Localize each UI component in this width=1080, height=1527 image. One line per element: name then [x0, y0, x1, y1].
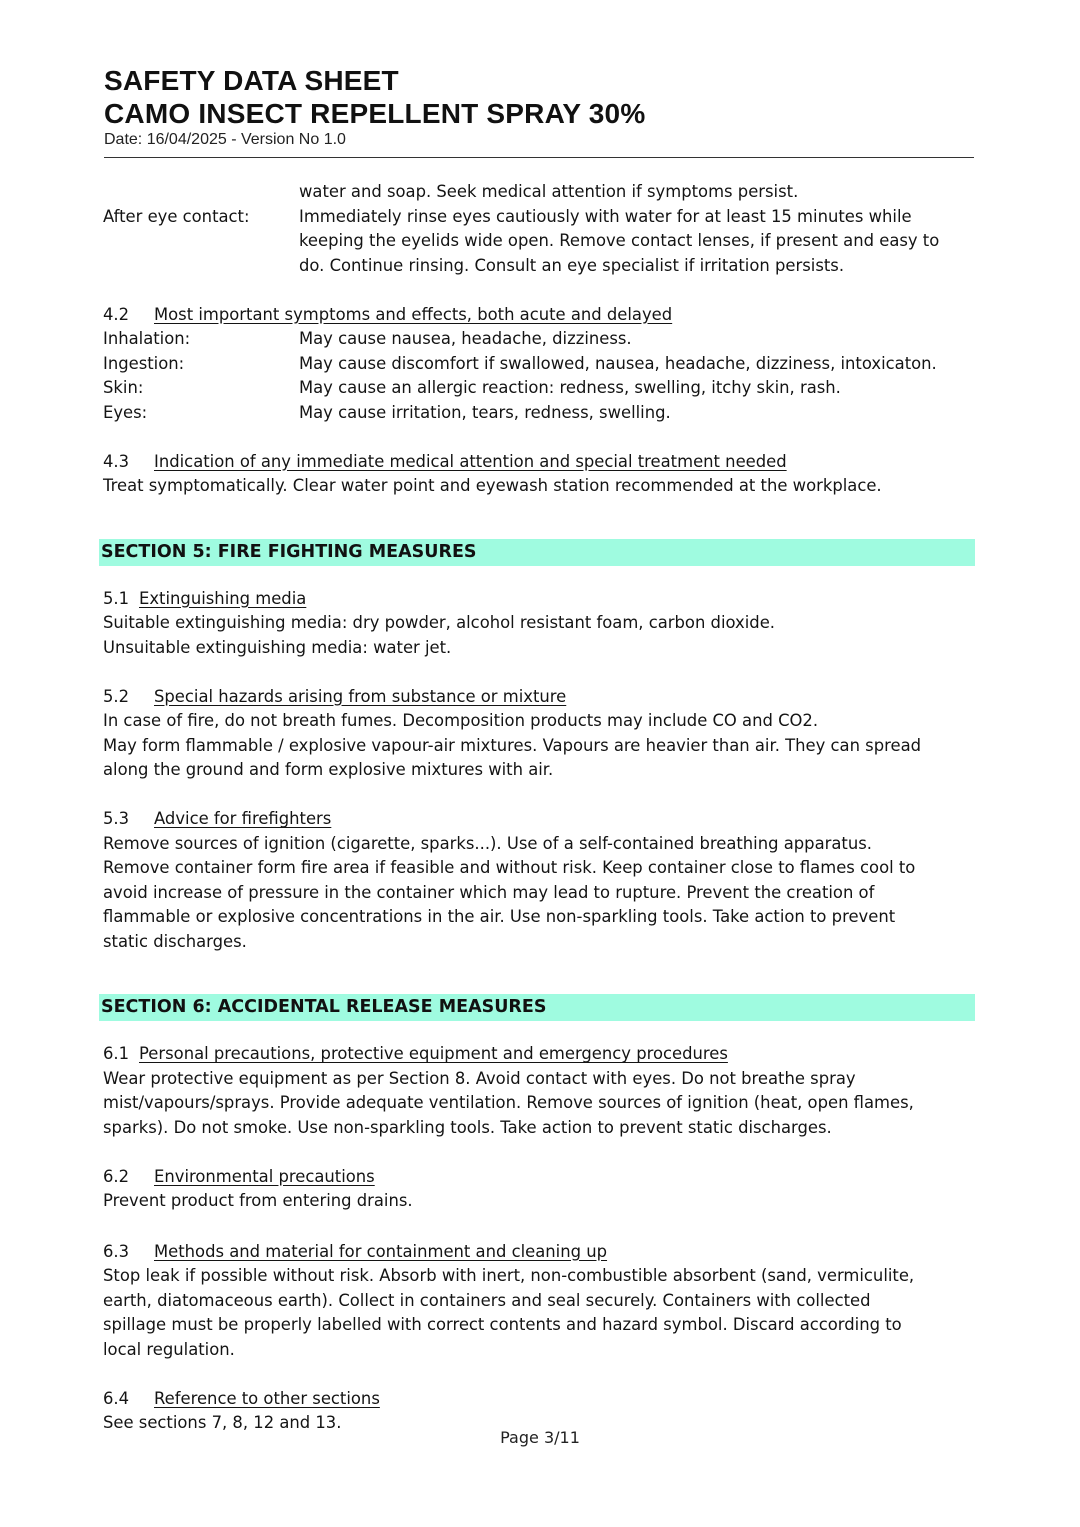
document-body [103, 180, 975, 1436]
paragraph-line: Remove container form fire area if feasible and without risk. Keep container close to flames cool to [103, 858, 916, 877]
subsection-title: Special hazards arising from substance or mixture [154, 686, 567, 706]
paragraph-line: along the ground and form explosive mixtures with air. [103, 760, 554, 779]
subsection-title: Extinguishing media [139, 588, 307, 608]
page-number: Page 3/11 [500, 1428, 580, 1447]
subsection-number: 6.4 [103, 1388, 130, 1408]
subsection-number: 6.1 [103, 1044, 130, 1063]
eye-contact-text-line: keeping the eyelids wide open. Remove contact lenses, if present and easy to [299, 231, 940, 250]
subsection-number: 4.2 [103, 304, 130, 324]
subsection-6-1-heading [103, 1042, 975, 1067]
symptom-row [103, 327, 975, 352]
paragraph-line: Remove sources of ignition (cigarette, sparks...). Use of a self-contained breathing apparatus. [103, 833, 872, 853]
subsection-title: Methods and material for containment and cleaning up [154, 1241, 608, 1261]
paragraph-line: Treat symptomatically. Clear water point and eyewash station recommended at the workplace. [103, 476, 882, 495]
subsection-title: Reference to other sections [154, 1388, 380, 1408]
paragraph-line: local regulation. [103, 1339, 235, 1359]
subsection-number: 6.3 [103, 1241, 130, 1261]
subsection-6-3-heading [103, 1240, 975, 1265]
subsection-6-4-heading [103, 1387, 975, 1412]
subsection-4-3-heading [103, 450, 975, 475]
eye-contact-text-line: Immediately rinse eyes cautiously with water for at least 15 minutes while [299, 206, 912, 226]
paragraph-line: Stop leak if possible without risk. Absorb with inert, non-combustible absorbent (sand, vermiculite, [103, 1266, 915, 1285]
document-title: SAFETY DATA SHEET [104, 65, 399, 96]
paragraph-line: flammable or explosive concentrations in the air. Use non-sparkling tools. Take action to prevent [103, 907, 896, 926]
symptom-value: May cause nausea, headache, dizziness. [299, 329, 632, 348]
header-divider [104, 157, 974, 158]
paragraph-line: earth, diatomaceous earth). Collect in containers and seal securely. Containers with collected [103, 1290, 871, 1310]
subsection-number: 5.3 [103, 809, 130, 828]
symptom-value: May cause discomfort if swallowed, nausea, headache, dizziness, intoxicaton. [299, 353, 937, 373]
paragraph-line: Prevent product from entering drains. [103, 1191, 413, 1210]
symptom-row [103, 401, 975, 426]
subsection-5-1-heading [103, 587, 975, 612]
symptom-row [103, 376, 975, 401]
subsection-number: 5.2 [103, 686, 130, 706]
paragraph-line: sparks). Do not smoke. Use non-sparkling tools. Take action to prevent static discharges. [103, 1117, 832, 1137]
symptom-value: May cause an allergic reaction: redness, swelling, itchy skin, rash. [299, 378, 841, 397]
eye-contact-text-line: do. Continue rinsing. Consult an eye specialist if irritation persists. [299, 255, 845, 275]
symptom-label: Eyes: [103, 402, 148, 422]
subsection-number: 5.1 [103, 588, 130, 608]
subsection-title: Advice for firefighters [154, 809, 332, 828]
subsection-title: Most important symptoms and effects, both acute and delayed [154, 304, 673, 324]
subsection-title: Personal precautions, protective equipment and emergency procedures [139, 1044, 728, 1063]
symptom-label: Skin: [103, 378, 144, 397]
product-name: CAMO INSECT REPELLENT SPRAY 30% [104, 98, 646, 129]
subsection-number: 4.3 [103, 451, 130, 471]
symptom-label: Ingestion: [103, 353, 185, 373]
eye-contact-row [103, 205, 975, 279]
subsection-5-2-heading [103, 685, 975, 710]
subsection-6-2-heading [103, 1165, 975, 1190]
paragraph-line: See sections 7, 8, 12 and 13. [103, 1413, 342, 1432]
symptom-label: Inhalation: [103, 329, 191, 348]
eye-contact-label: After eye contact: [103, 206, 250, 226]
symptom-row [103, 352, 975, 377]
document-header [104, 64, 974, 150]
paragraph-line: avoid increase of pressure in the container which may lead to rupture. Prevent the creation of [103, 882, 875, 902]
subsection-title: Environmental precautions [154, 1166, 375, 1186]
symptom-value: May cause irritation, tears, redness, swelling. [299, 402, 671, 422]
paragraph-line: static discharges. [103, 931, 247, 951]
paragraph-line: mist/vapours/sprays. Provide adequate ventilation. Remove sources of ignition (heat, open flames, [103, 1093, 914, 1112]
subsection-4-2-heading [103, 303, 975, 328]
date-version: Date: 16/04/2025 - Version No 1.0 [104, 131, 346, 148]
paragraph-line: Suitable extinguishing media: dry powder, alcohol resistant foam, carbon dioxide. [103, 613, 775, 632]
subsection-number: 6.2 [103, 1166, 130, 1186]
paragraph-line: Wear protective equipment as per Section 8. Avoid contact with eyes. Do not breathe spray [103, 1068, 856, 1088]
paragraph-line: May form flammable / explosive vapour-air mixtures. Vapours are heavier than air. They can spread [103, 735, 922, 755]
paragraph-line: Unsuitable extinguishing media: water jet. [103, 637, 452, 657]
paragraph-line: In case of fire, do not breath fumes. Decomposition products may include CO and CO2. [103, 711, 819, 730]
subsection-5-3-heading [103, 807, 975, 832]
skin-contact-continuation: water and soap. Seek medical attention if symptoms persist. [299, 182, 799, 201]
section-5-heading: SECTION 5: FIRE FIGHTING MEASURES [99, 539, 975, 566]
section-6-heading: SECTION 6: ACCIDENTAL RELEASE MEASURES [99, 994, 975, 1021]
paragraph-line: spillage must be properly labelled with correct contents and hazard symbol. Discard according to [103, 1315, 902, 1334]
subsection-title: Indication of any immediate medical attention and special treatment needed [154, 451, 787, 471]
